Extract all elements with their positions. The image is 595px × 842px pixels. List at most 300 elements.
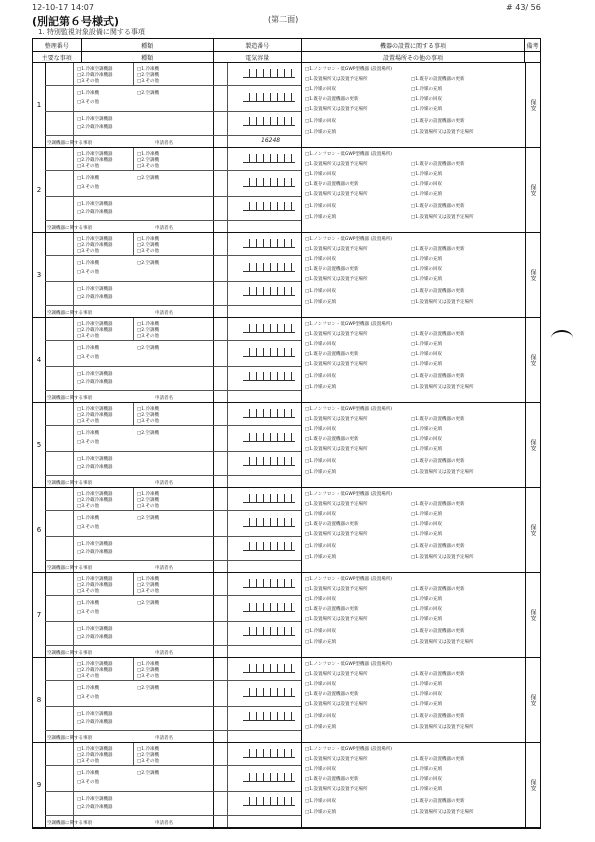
install-option[interactable]: □1.設置場所又は設置予定場所 bbox=[305, 757, 368, 762]
install-option[interactable]: □1.冷媒の回収 bbox=[305, 374, 337, 379]
install-cell bbox=[301, 63, 526, 147]
install-option[interactable]: □1.冷媒の回収 bbox=[411, 182, 443, 187]
install-option[interactable]: □1.ノンフロン・低GWP型機器 (設置場所) bbox=[305, 67, 392, 72]
install-option[interactable]: □1.冷媒の回収 bbox=[305, 597, 337, 602]
install-option[interactable]: □1.既存の設置機器の更新 bbox=[411, 714, 465, 719]
unit-option[interactable]: □3.その他 bbox=[77, 270, 100, 275]
install-option[interactable]: □1.冷媒の充填 bbox=[305, 385, 337, 390]
refrigerant-digit-field[interactable] bbox=[243, 457, 295, 466]
install-option[interactable]: □1.設置場所又は設置予定場所 bbox=[305, 787, 368, 792]
serial-digit-field[interactable] bbox=[243, 69, 295, 78]
install-option[interactable]: □1.冷媒の充填 bbox=[411, 532, 443, 537]
install-option[interactable]: □1.設置場所又は設置予定場所 bbox=[305, 162, 368, 167]
install-option[interactable]: □1.冷媒の回収 bbox=[305, 119, 337, 124]
serial-digit-field[interactable] bbox=[243, 409, 295, 418]
install-option[interactable]: □1.冷媒の充填 bbox=[305, 725, 337, 730]
unit-option[interactable]: □3.その他 bbox=[137, 334, 160, 339]
unit-option[interactable]: □1.冷凍機 bbox=[137, 492, 160, 497]
install-option[interactable]: □1.設置場所又は設置予定場所 bbox=[411, 385, 474, 390]
install-option[interactable]: □1.冷媒の回収 bbox=[411, 97, 443, 102]
unit-option[interactable]: □3.その他 bbox=[137, 249, 160, 254]
install-option[interactable]: □1.既存の設置機器の更新 bbox=[305, 182, 359, 187]
serial-digit-field[interactable] bbox=[243, 749, 295, 758]
unit-option[interactable]: □3.その他 bbox=[77, 100, 100, 105]
install-option[interactable]: □1.冷媒の回収 bbox=[411, 437, 443, 442]
install-option[interactable]: □1.冷媒の回収 bbox=[411, 352, 443, 357]
install-option[interactable]: □1.冷媒の回収 bbox=[305, 289, 337, 294]
install-option[interactable]: □1.ノンフロン・低GWP型機器 (設置場所) bbox=[305, 237, 392, 242]
kind-option[interactable]: □3.その他 bbox=[77, 674, 100, 679]
install-cell bbox=[301, 743, 526, 827]
refrigerant-digit-field[interactable] bbox=[243, 372, 295, 381]
unit-option[interactable]: □2.空調機 bbox=[137, 243, 160, 248]
unit-option[interactable]: □2.空調機 bbox=[137, 73, 160, 78]
install-option[interactable]: □1.設置場所又は設置予定場所 bbox=[305, 277, 368, 282]
row-footer-label: 空調機器に関する事項 bbox=[47, 396, 92, 401]
header-kind: 種類 bbox=[82, 39, 214, 51]
install-option[interactable]: □1.設置場所又は設置予定場所 bbox=[411, 640, 474, 645]
unit-option[interactable]: □1.冷凍機 bbox=[137, 152, 160, 157]
unit-option[interactable]: □2.空調機 bbox=[137, 668, 160, 673]
install-option[interactable]: □1.冷媒の充填 bbox=[411, 257, 443, 262]
install-option[interactable]: □1.冷媒の充填 bbox=[305, 300, 337, 305]
kind-option[interactable]: □1.冷凍空調機器 bbox=[77, 457, 113, 462]
install-option[interactable]: □1.冷媒の充填 bbox=[411, 682, 443, 687]
remarks-cell: 保安 bbox=[529, 609, 536, 621]
install-option[interactable]: □1.冷媒の充填 bbox=[305, 555, 337, 560]
row-number: 5 bbox=[33, 403, 46, 487]
fax-header-number: # 43/ 56 bbox=[506, 3, 541, 12]
form-rows bbox=[33, 63, 540, 828]
kind-option[interactable]: □3.その他 bbox=[77, 504, 100, 509]
install-option[interactable]: □1.冷媒の充填 bbox=[305, 470, 337, 475]
install-option[interactable]: □1.冷媒の回収 bbox=[305, 714, 337, 719]
kind-option[interactable]: □2.冷蔵冷凍機器 bbox=[77, 380, 113, 385]
install-option[interactable]: □1.設置場所又は設置予定場所 bbox=[411, 555, 474, 560]
install-option[interactable]: □1.ノンフロン・低GWP型機器 (設置場所) bbox=[305, 747, 392, 752]
serial-digit-field[interactable] bbox=[243, 579, 295, 588]
serial-cell bbox=[213, 658, 302, 742]
install-cell bbox=[301, 403, 526, 487]
unit-option[interactable]: □2.空調機 bbox=[137, 346, 160, 351]
install-cell bbox=[301, 318, 526, 402]
unit-option[interactable]: □1.冷凍機 bbox=[77, 771, 100, 776]
install-option[interactable]: □1.冷媒の回収 bbox=[305, 342, 337, 347]
install-option[interactable]: □1.冷媒の充填 bbox=[411, 787, 443, 792]
unit-option[interactable]: □1.冷凍機 bbox=[137, 662, 160, 667]
install-cell bbox=[301, 148, 526, 232]
refrigerant-digit-field[interactable] bbox=[243, 797, 295, 806]
unit-option[interactable]: □3.その他 bbox=[137, 589, 160, 594]
row-footer-label: 空調機器に関する事項 bbox=[47, 821, 92, 826]
unit-option[interactable]: □2.空調機 bbox=[137, 91, 160, 96]
serial-digit-field[interactable] bbox=[243, 154, 295, 163]
unit-option[interactable]: □2.空調機 bbox=[137, 413, 160, 418]
install-option[interactable]: □1.設置場所又は設置予定場所 bbox=[411, 810, 474, 815]
install-option[interactable]: □1.設置場所又は設置予定場所 bbox=[411, 300, 474, 305]
unit-option[interactable]: □2.空調機 bbox=[137, 771, 160, 776]
serial-cell bbox=[213, 233, 302, 317]
capacity-digit-field[interactable] bbox=[243, 518, 295, 527]
install-option[interactable]: □1.設置場所又は設置予定場所 bbox=[305, 77, 368, 82]
unit-option[interactable]: □1.冷凍機 bbox=[137, 747, 160, 752]
install-option[interactable]: □1.冷媒の充填 bbox=[305, 640, 337, 645]
install-option[interactable]: □1.冷媒の充填 bbox=[411, 512, 443, 517]
serial-cell bbox=[213, 403, 302, 487]
row-footer-label: 空調機器に関する事項 bbox=[47, 481, 92, 486]
remarks-cell: 保安 bbox=[529, 524, 536, 536]
install-option[interactable]: □1.冷媒の回収 bbox=[305, 172, 337, 177]
install-option[interactable]: □1.既存の設置機器の更新 bbox=[411, 162, 465, 167]
capacity-digit-field[interactable] bbox=[243, 773, 295, 782]
install-option[interactable]: □1.冷媒の充填 bbox=[411, 362, 443, 367]
kind-option[interactable]: □1.冷凍空調機器 bbox=[77, 237, 113, 242]
kind-option[interactable]: □1.冷凍空調機器 bbox=[77, 627, 113, 632]
install-option[interactable]: □1.ノンフロン・低GWP型機器 (設置場所) bbox=[305, 577, 392, 582]
capacity-digit-field[interactable] bbox=[243, 603, 295, 612]
install-option[interactable]: □1.ノンフロン・低GWP型機器 (設置場所) bbox=[305, 322, 392, 327]
capacity-digit-field[interactable] bbox=[243, 178, 295, 187]
refrigerant-digit-field[interactable] bbox=[243, 287, 295, 296]
kind-option[interactable]: □1.冷凍空調機器 bbox=[77, 712, 113, 717]
kind-option[interactable]: □1.冷凍空調機器 bbox=[77, 662, 113, 667]
unit-option[interactable]: □3.その他 bbox=[77, 185, 100, 190]
install-option[interactable]: □1.設置場所又は設置予定場所 bbox=[305, 447, 368, 452]
install-option[interactable]: □1.既存の設置機器の更新 bbox=[305, 97, 359, 102]
install-option[interactable]: □1.設置場所又は設置予定場所 bbox=[305, 362, 368, 367]
kind-option[interactable]: □2.冷蔵冷凍機器 bbox=[77, 550, 113, 555]
form-row-block bbox=[33, 148, 540, 233]
kind-cell bbox=[45, 488, 214, 572]
install-option[interactable]: □1.冷媒の回収 bbox=[305, 629, 337, 634]
install-option[interactable]: □1.冷媒の回収 bbox=[305, 427, 337, 432]
kind-option[interactable]: □1.冷凍空調機器 bbox=[77, 117, 113, 122]
handwritten-entry: 16248 bbox=[261, 137, 281, 144]
kind-cell bbox=[45, 743, 214, 827]
unit-option[interactable]: □1.冷凍機 bbox=[77, 176, 100, 181]
unit-option[interactable]: □2.空調機 bbox=[137, 583, 160, 588]
header-install: 機器の設置に関する事項 bbox=[302, 39, 525, 51]
unit-option[interactable]: □3.その他 bbox=[77, 355, 100, 360]
install-option[interactable]: □1.既存の設置機器の更新 bbox=[411, 374, 465, 379]
row-number: 7 bbox=[33, 573, 46, 657]
install-option[interactable]: □1.ノンフロン・低GWP型機器 (設置場所) bbox=[305, 662, 392, 667]
serial-cell bbox=[213, 63, 302, 147]
unit-option[interactable]: □2.空調機 bbox=[137, 328, 160, 333]
unit-option[interactable]: □1.冷凍機 bbox=[137, 407, 160, 412]
install-option[interactable]: □1.設置場所又は設置予定場所 bbox=[305, 417, 368, 422]
install-option[interactable]: □1.冷媒の回収 bbox=[305, 799, 337, 804]
kind-option[interactable]: □1.冷凍空調機器 bbox=[77, 152, 113, 157]
install-option[interactable]: □1.冷媒の回収 bbox=[305, 87, 337, 92]
kind-option[interactable]: □2.冷蔵冷凍機器 bbox=[77, 295, 113, 300]
unit-option[interactable]: □1.冷凍機 bbox=[77, 431, 100, 436]
serial-digit-field[interactable] bbox=[243, 324, 295, 333]
serial-digit-field[interactable] bbox=[243, 664, 295, 673]
install-option[interactable]: □1.既存の設置機器の更新 bbox=[411, 799, 465, 804]
install-cell bbox=[301, 658, 526, 742]
install-option[interactable]: □1.冷媒の回収 bbox=[305, 544, 337, 549]
install-option[interactable]: □1.既存の設置機器の更新 bbox=[411, 629, 465, 634]
install-option[interactable]: □1.設置場所又は設置予定場所 bbox=[305, 332, 368, 337]
install-option[interactable]: □1.冷媒の充填 bbox=[411, 702, 443, 707]
kind-option[interactable]: □1.冷凍空調機器 bbox=[77, 67, 113, 72]
refrigerant-digit-field[interactable] bbox=[243, 542, 295, 551]
install-option[interactable]: □1.既存の設置機器の更新 bbox=[411, 289, 465, 294]
install-option[interactable]: □1.既存の設置機器の更新 bbox=[411, 757, 465, 762]
header-serial: 製造番号 bbox=[214, 39, 302, 51]
unit-option[interactable]: □2.空調機 bbox=[137, 431, 160, 436]
kind-cell bbox=[45, 318, 214, 402]
install-option[interactable]: □1.冷媒の回収 bbox=[305, 767, 337, 772]
install-option[interactable]: □1.ノンフロン・低GWP型機器 (設置場所) bbox=[305, 407, 392, 412]
install-option[interactable]: □1.冷媒の充填 bbox=[411, 107, 443, 112]
install-option[interactable]: □1.冷媒の充填 bbox=[305, 810, 337, 815]
equipment-form-table bbox=[32, 38, 541, 829]
kind-option[interactable]: □2.冷蔵冷凍機器 bbox=[77, 635, 113, 640]
row-footer-right: 申請者名 bbox=[155, 311, 173, 316]
row-footer-label: 空調機器に関する事項 bbox=[47, 141, 92, 146]
row-number: 4 bbox=[33, 318, 46, 402]
kind-cell bbox=[45, 148, 214, 232]
install-option[interactable]: □1.既存の設置機器の更新 bbox=[411, 77, 465, 82]
subheader-blank bbox=[525, 52, 540, 62]
refrigerant-digit-field[interactable] bbox=[243, 117, 295, 126]
kind-option[interactable]: □3.その他 bbox=[77, 334, 100, 339]
install-option[interactable]: □1.既存の設置機器の更新 bbox=[305, 352, 359, 357]
unit-option[interactable]: □2.空調機 bbox=[137, 516, 160, 521]
install-option[interactable]: □1.既存の設置機器の更新 bbox=[305, 607, 359, 612]
unit-option[interactable]: □1.冷凍機 bbox=[77, 261, 100, 266]
install-option[interactable]: □1.設置場所又は設置予定場所 bbox=[305, 247, 368, 252]
capacity-digit-field[interactable] bbox=[243, 263, 295, 272]
kind-option[interactable]: □2.冷蔵冷凍機器 bbox=[77, 498, 113, 503]
table-subheader-row bbox=[33, 52, 540, 63]
row-number: 6 bbox=[33, 488, 46, 572]
serial-cell bbox=[213, 488, 302, 572]
install-option[interactable]: □1.冷媒の充填 bbox=[411, 597, 443, 602]
row-footer-right: 申請者名 bbox=[155, 651, 173, 656]
kind-option[interactable]: □3.その他 bbox=[77, 79, 100, 84]
install-option[interactable]: □1.冷媒の回収 bbox=[305, 682, 337, 687]
install-option[interactable]: □1.設置場所又は設置予定場所 bbox=[411, 470, 474, 475]
install-option[interactable]: □1.冷媒の回収 bbox=[305, 459, 337, 464]
install-option[interactable]: □1.設置場所又は設置予定場所 bbox=[305, 702, 368, 707]
install-option[interactable]: □1.既存の設置機器の更新 bbox=[411, 672, 465, 677]
refrigerant-digit-field[interactable] bbox=[243, 712, 295, 721]
unit-option[interactable]: □3.その他 bbox=[137, 419, 160, 424]
install-option[interactable]: □1.冷媒の回収 bbox=[305, 257, 337, 262]
unit-option[interactable]: □1.冷凍機 bbox=[77, 601, 100, 606]
install-option[interactable]: □1.冷媒の回収 bbox=[305, 512, 337, 517]
unit-option[interactable]: □3.その他 bbox=[137, 504, 160, 509]
unit-option[interactable]: □1.冷凍機 bbox=[137, 237, 160, 242]
unit-option[interactable]: □3.その他 bbox=[77, 440, 100, 445]
kind-option[interactable]: □2.冷蔵冷凍機器 bbox=[77, 243, 113, 248]
unit-option[interactable]: □3.その他 bbox=[77, 525, 100, 530]
install-option[interactable]: □1.既存の設置機器の更新 bbox=[305, 522, 359, 527]
kind-option[interactable]: □2.冷蔵冷凍機器 bbox=[77, 158, 113, 163]
unit-option[interactable]: □3.その他 bbox=[77, 610, 100, 615]
install-option[interactable]: □1.設置場所又は設置予定場所 bbox=[411, 215, 474, 220]
row-number: 3 bbox=[33, 233, 46, 317]
install-option[interactable]: □1.冷媒の充填 bbox=[411, 767, 443, 772]
install-option[interactable]: □1.冷媒の充填 bbox=[411, 427, 443, 432]
install-option[interactable]: □1.冷媒の充填 bbox=[411, 192, 443, 197]
unit-option[interactable]: □2.空調機 bbox=[137, 686, 160, 691]
unit-option[interactable]: □3.その他 bbox=[137, 79, 160, 84]
kind-option[interactable]: □2.冷蔵冷凍機器 bbox=[77, 125, 113, 130]
kind-cell bbox=[45, 233, 214, 317]
install-option[interactable]: □1.既存の設置機器の更新 bbox=[305, 267, 359, 272]
kind-option[interactable]: □1.冷凍空調機器 bbox=[77, 202, 113, 207]
install-option[interactable]: □1.既存の設置機器の更新 bbox=[411, 544, 465, 549]
install-option[interactable]: □1.冷媒の回収 bbox=[411, 777, 443, 782]
unit-option[interactable]: □1.冷凍機 bbox=[77, 686, 100, 691]
install-option[interactable]: □1.設置場所又は設置予定場所 bbox=[305, 617, 368, 622]
capacity-digit-field[interactable] bbox=[243, 93, 295, 102]
header-remarks: 備考 bbox=[526, 42, 539, 50]
install-option[interactable]: □1.冷媒の回収 bbox=[411, 607, 443, 612]
unit-option[interactable]: □1.冷凍機 bbox=[77, 516, 100, 521]
unit-option[interactable]: □1.冷凍機 bbox=[77, 346, 100, 351]
form-row-block bbox=[33, 233, 540, 318]
kind-option[interactable]: □1.冷凍空調機器 bbox=[77, 577, 113, 582]
unit-option[interactable]: □3.その他 bbox=[137, 759, 160, 764]
unit-option[interactable]: □2.空調機 bbox=[137, 261, 160, 266]
capacity-digit-field[interactable] bbox=[243, 348, 295, 357]
kind-option[interactable]: □1.冷凍空調機器 bbox=[77, 407, 113, 412]
kind-option[interactable]: □1.冷凍空調機器 bbox=[77, 492, 113, 497]
kind-option[interactable]: □2.冷蔵冷凍機器 bbox=[77, 413, 113, 418]
kind-option[interactable]: □2.冷蔵冷凍機器 bbox=[77, 465, 113, 470]
install-option[interactable]: □1.設置場所又は設置予定場所 bbox=[305, 107, 368, 112]
kind-option[interactable]: □2.冷蔵冷凍機器 bbox=[77, 328, 113, 333]
kind-option[interactable]: □1.冷凍空調機器 bbox=[77, 322, 113, 327]
unit-option[interactable]: □1.冷凍機 bbox=[137, 322, 160, 327]
row-footer-right: 申請者名 bbox=[155, 141, 173, 146]
kind-option[interactable]: □3.その他 bbox=[77, 589, 100, 594]
install-option[interactable]: □1.冷媒の充填 bbox=[305, 130, 337, 135]
row-footer-right: 申請者名 bbox=[155, 821, 173, 826]
install-option[interactable]: □1.既存の設置機器の更新 bbox=[305, 692, 359, 697]
kind-option[interactable]: □1.冷凍空調機器 bbox=[77, 287, 113, 292]
kind-option[interactable]: □2.冷蔵冷凍機器 bbox=[77, 753, 113, 758]
install-option[interactable]: □1.設置場所又は設置予定場所 bbox=[305, 502, 368, 507]
install-option[interactable]: □1.既存の設置機器の更新 bbox=[411, 502, 465, 507]
install-option[interactable]: □1.既存の設置機器の更新 bbox=[411, 204, 465, 209]
capacity-digit-field[interactable] bbox=[243, 688, 295, 697]
kind-option[interactable]: □3.その他 bbox=[77, 419, 100, 424]
refrigerant-digit-field[interactable] bbox=[243, 627, 295, 636]
install-option[interactable]: □1.既存の設置機器の更新 bbox=[305, 437, 359, 442]
serial-digit-field[interactable] bbox=[243, 239, 295, 248]
remarks-cell: 保安 bbox=[529, 439, 536, 451]
install-option[interactable]: □1.設置場所又は設置予定場所 bbox=[411, 725, 474, 730]
serial-cell bbox=[213, 743, 302, 827]
unit-option[interactable]: □3.その他 bbox=[137, 674, 160, 679]
install-option[interactable]: □1.既存の設置機器の更新 bbox=[411, 417, 465, 422]
capacity-digit-field[interactable] bbox=[243, 433, 295, 442]
row-number: 2 bbox=[33, 148, 46, 232]
install-option[interactable]: □1.冷媒の充填 bbox=[411, 342, 443, 347]
install-option[interactable]: □1.設置場所又は設置予定場所 bbox=[305, 672, 368, 677]
install-cell bbox=[301, 573, 526, 657]
install-option[interactable]: □1.冷媒の回収 bbox=[411, 692, 443, 697]
unit-option[interactable]: □3.その他 bbox=[137, 164, 160, 169]
install-option[interactable]: □1.既存の設置機器の更新 bbox=[305, 777, 359, 782]
unit-option[interactable]: □1.冷凍機 bbox=[137, 577, 160, 582]
kind-option[interactable]: □2.冷蔵冷凍機器 bbox=[77, 73, 113, 78]
install-option[interactable]: □1.冷媒の回収 bbox=[305, 204, 337, 209]
unit-option[interactable]: □3.その他 bbox=[77, 780, 100, 785]
unit-option[interactable]: □2.空調機 bbox=[137, 601, 160, 606]
fax-header-datetime: 12-10-17 14:07 bbox=[32, 3, 94, 12]
kind-option[interactable]: □2.冷蔵冷凍機器 bbox=[77, 668, 113, 673]
unit-option[interactable]: □2.空調機 bbox=[137, 158, 160, 163]
remarks-cell: 保安 bbox=[529, 354, 536, 366]
install-option[interactable]: □1.設置場所又は設置予定場所 bbox=[305, 532, 368, 537]
row-footer-label: 空調機器に関する事項 bbox=[47, 226, 92, 231]
kind-option[interactable]: □3.その他 bbox=[77, 249, 100, 254]
kind-option[interactable]: □2.冷蔵冷凍機器 bbox=[77, 720, 113, 725]
install-option[interactable]: □1.設置場所又は設置予定場所 bbox=[305, 192, 368, 197]
kind-option[interactable]: □2.冷蔵冷凍機器 bbox=[77, 805, 113, 810]
install-option[interactable]: □1.既存の設置機器の更新 bbox=[411, 587, 465, 592]
kind-option[interactable]: □1.冷凍空調機器 bbox=[77, 542, 113, 547]
refrigerant-digit-field[interactable] bbox=[243, 202, 295, 211]
row-footer-label: 空調機器に関する事項 bbox=[47, 736, 92, 741]
unit-option[interactable]: □2.空調機 bbox=[137, 498, 160, 503]
install-option[interactable]: □1.ノンフロン・低GWP型機器 (設置場所) bbox=[305, 492, 392, 497]
row-footer-label: 空調機器に関する事項 bbox=[47, 566, 92, 571]
install-option[interactable]: □1.設置場所又は設置予定場所 bbox=[411, 130, 474, 135]
install-option[interactable]: □1.既存の設置機器の更新 bbox=[411, 119, 465, 124]
unit-option[interactable]: □1.冷凍機 bbox=[77, 91, 100, 96]
unit-option[interactable]: □2.空調機 bbox=[137, 753, 160, 758]
kind-option[interactable]: □1.冷凍空調機器 bbox=[77, 372, 113, 377]
kind-cell bbox=[45, 658, 214, 742]
page-label: (第二面) bbox=[268, 15, 299, 24]
install-option[interactable]: □1.既存の設置機器の更新 bbox=[411, 332, 465, 337]
install-option[interactable]: □1.既存の設置機器の更新 bbox=[411, 459, 465, 464]
install-option[interactable]: □1.冷媒の充填 bbox=[305, 215, 337, 220]
install-option[interactable]: □1.冷媒の充填 bbox=[411, 447, 443, 452]
kind-option[interactable]: □3.その他 bbox=[77, 759, 100, 764]
kind-option[interactable]: □3.その他 bbox=[77, 164, 100, 169]
install-cell bbox=[301, 233, 526, 317]
install-option[interactable]: □1.冷媒の回収 bbox=[411, 522, 443, 527]
kind-option[interactable]: □1.冷凍空調機器 bbox=[77, 747, 113, 752]
kind-option[interactable]: □2.冷蔵冷凍機器 bbox=[77, 210, 113, 215]
install-option[interactable]: □1.冷媒の充填 bbox=[411, 172, 443, 177]
install-option[interactable]: □1.冷媒の回収 bbox=[411, 267, 443, 272]
install-option[interactable]: □1.冷媒の充填 bbox=[411, 87, 443, 92]
kind-option[interactable]: □2.冷蔵冷凍機器 bbox=[77, 583, 113, 588]
hole-punch-mark bbox=[551, 330, 573, 346]
serial-digit-field[interactable] bbox=[243, 494, 295, 503]
install-option[interactable]: □1.設置場所又は設置予定場所 bbox=[305, 587, 368, 592]
install-option[interactable]: □1.既存の設置機器の更新 bbox=[411, 247, 465, 252]
kind-option[interactable]: □1.冷凍空調機器 bbox=[77, 797, 113, 802]
install-option[interactable]: □1.冷媒の充填 bbox=[411, 277, 443, 282]
install-option[interactable]: □1.ノンフロン・低GWP型機器 (設置場所) bbox=[305, 152, 392, 157]
unit-option[interactable]: □2.空調機 bbox=[137, 176, 160, 181]
row-footer-label: 空調機器に関する事項 bbox=[47, 651, 92, 656]
install-option[interactable]: □1.冷媒の充填 bbox=[411, 617, 443, 622]
unit-option[interactable]: □3.その他 bbox=[77, 695, 100, 700]
unit-option[interactable]: □1.冷凍機 bbox=[137, 67, 160, 72]
